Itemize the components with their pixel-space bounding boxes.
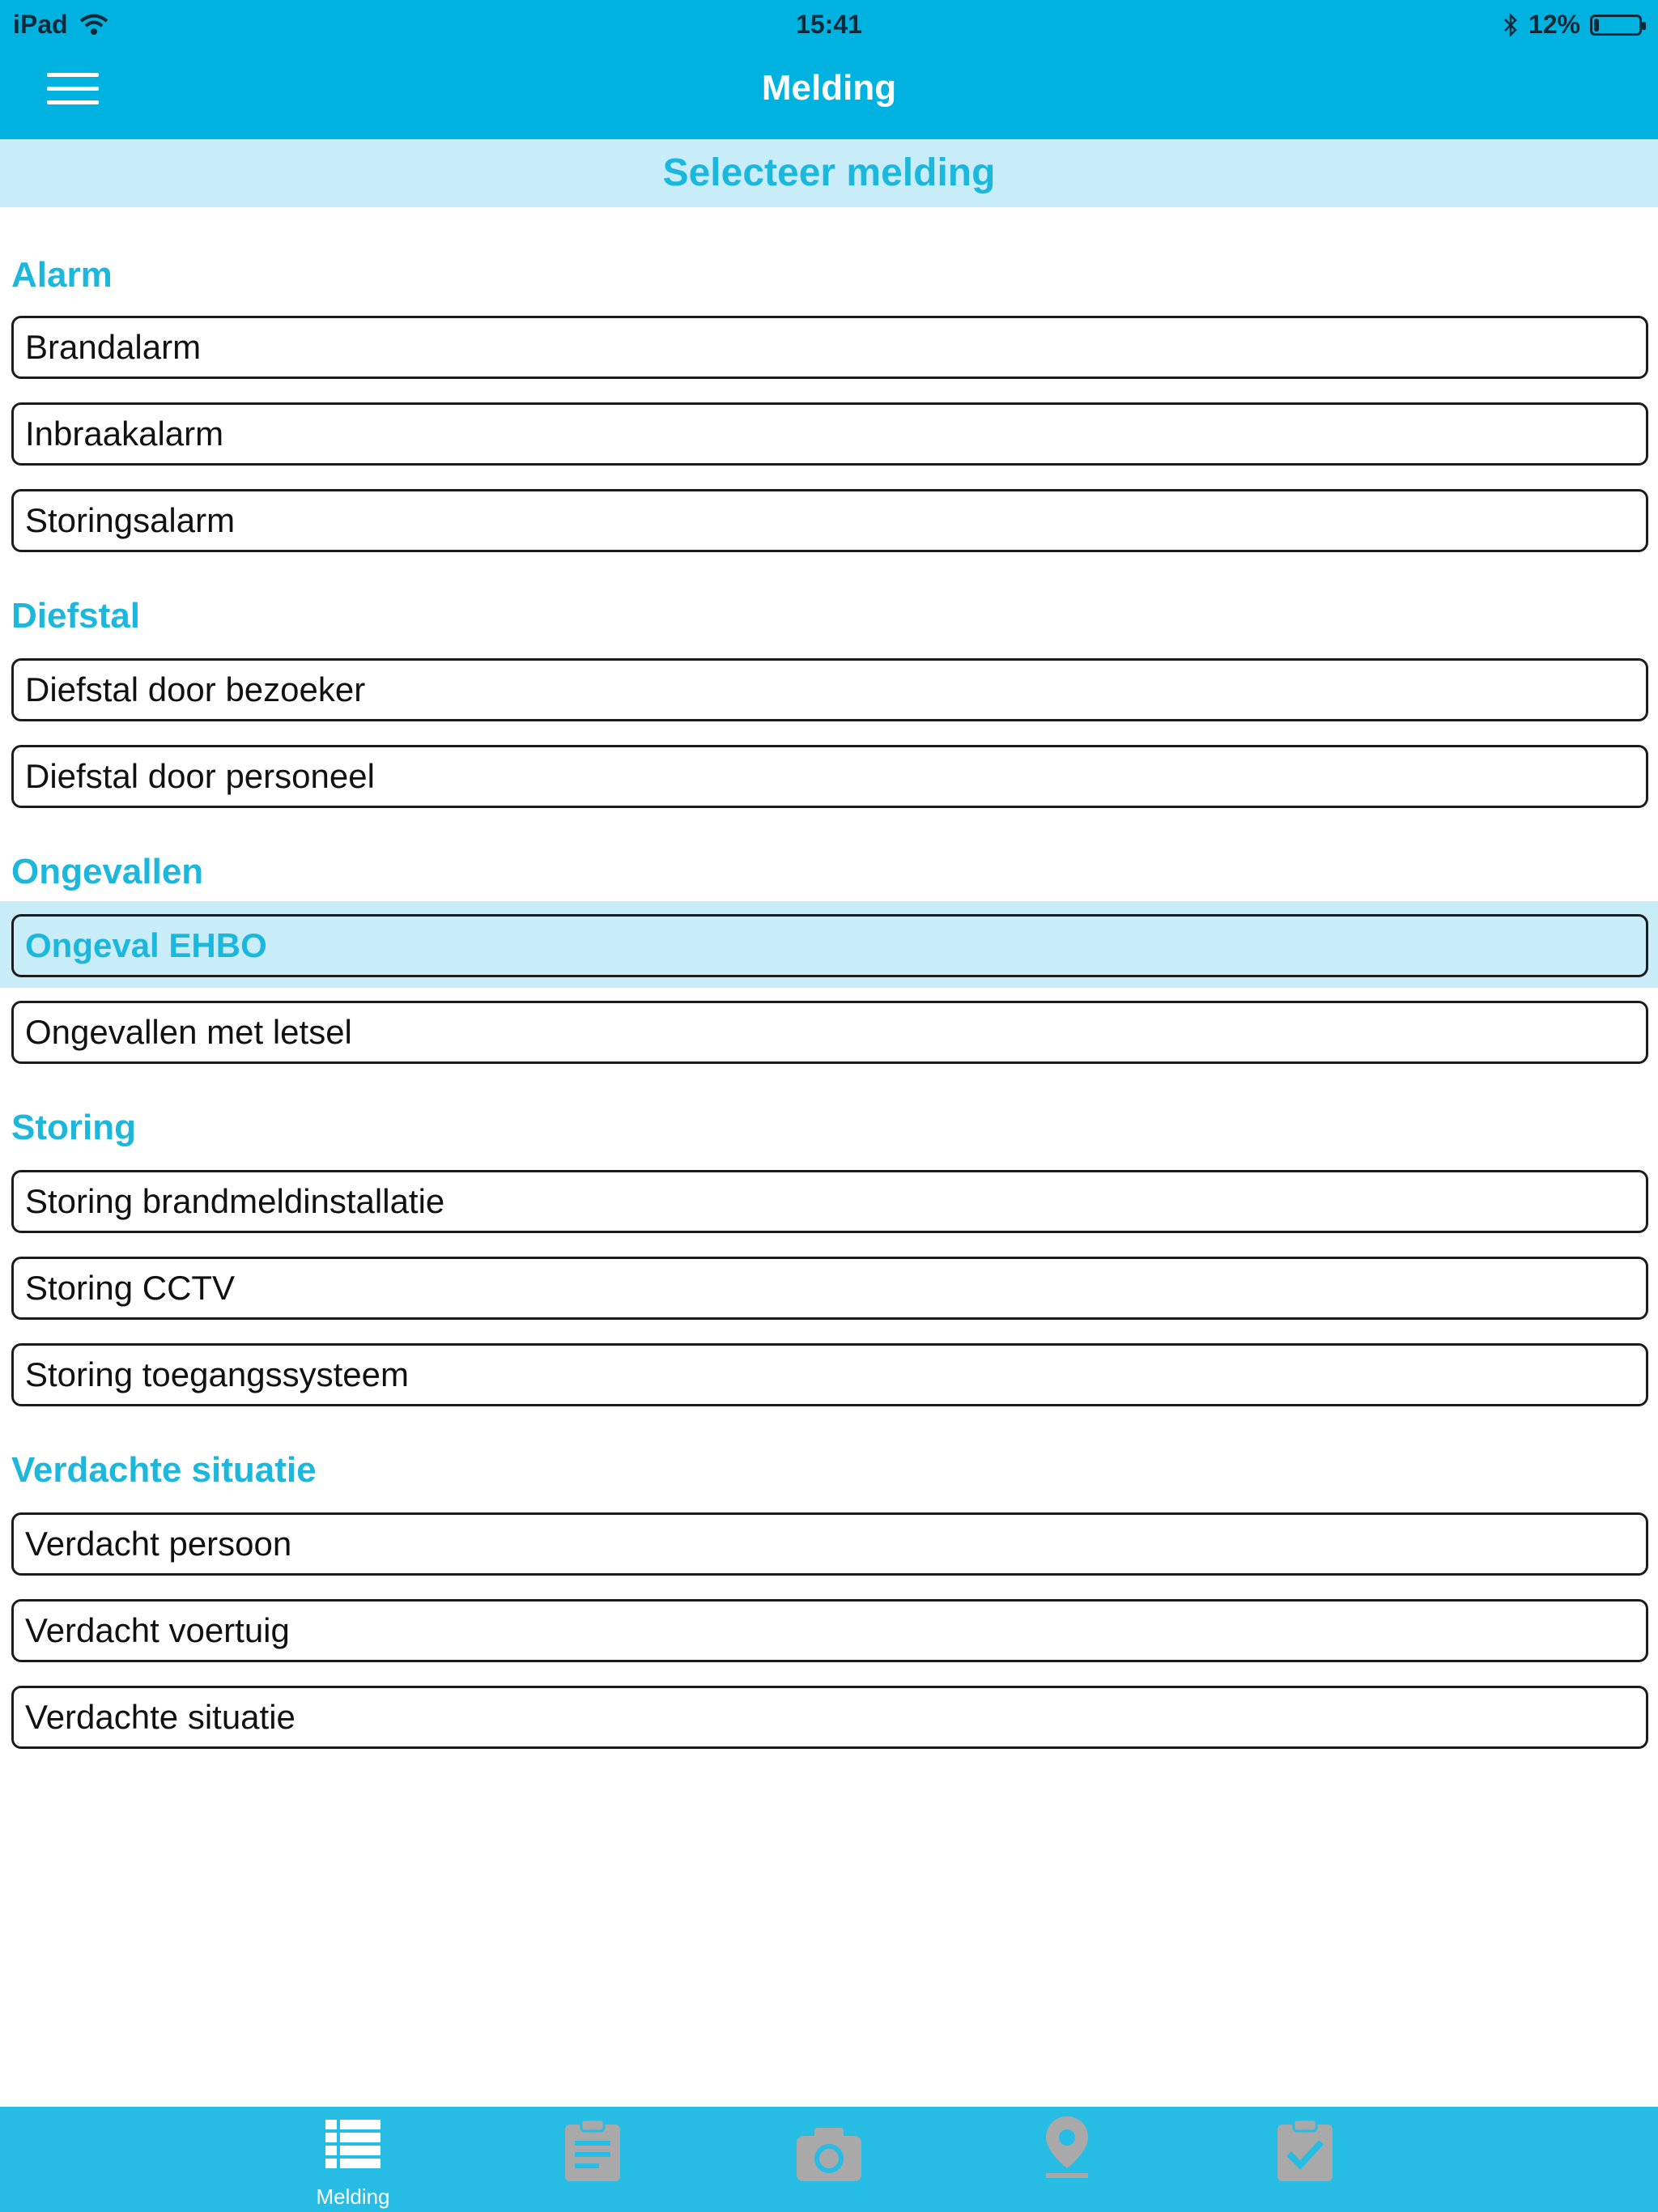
section-header: Alarm [11,255,113,295]
list-item [0,1330,1658,1417]
status-time: 15:41 [796,10,862,39]
battery-percent: 12% [1528,10,1580,39]
list-item [0,988,1658,1074]
list-item [0,901,1658,988]
page-title: Melding [761,68,897,108]
tab-label: Melding [316,2184,390,2209]
list-item [0,303,1658,389]
list-item [0,389,1658,476]
list-item [0,1499,1658,1586]
notification-option-button[interactable]: Inbraakalarm [11,402,1648,466]
list-item [0,476,1658,563]
notification-option-button[interactable]: Verdacht voertuig [11,1599,1648,1662]
section-header: Diefstal [11,596,140,636]
notification-option-button[interactable]: Brandalarm [11,316,1648,379]
notification-option-button[interactable]: Diefstal door bezoeker [11,658,1648,721]
status-right [1503,10,1642,40]
section-header: Storing [11,1108,136,1147]
notification-option-button[interactable]: Diefstal door personeel [11,745,1648,808]
notification-option-button[interactable]: Storingsalarm [11,489,1648,552]
section-header: Ongevallen [11,852,204,891]
battery-icon [1590,15,1642,36]
list-item [0,732,1658,819]
camera-icon [795,2125,863,2183]
bluetooth-icon [1503,12,1519,38]
notification-option-button[interactable]: Ongeval EHBO [11,914,1648,977]
battery-level [1594,19,1599,32]
notification-option-button[interactable]: Storing CCTV [11,1257,1648,1320]
top-bar [0,0,1658,139]
tab-melding[interactable] [280,2107,426,2212]
section-header: Verdachte situatie [11,1450,317,1490]
list-item [0,1157,1658,1244]
notification-list [0,207,1658,1759]
tab-location[interactable] [994,2107,1140,2212]
select-notification-header: Selecteer melding [0,139,1658,207]
list-icon [324,2118,382,2170]
list-item [0,1586,1658,1673]
status-bar [0,0,1658,47]
notification-option-button[interactable]: Verdacht persoon [11,1512,1648,1576]
tab-checklist[interactable] [1232,2107,1378,2212]
notification-option-button[interactable]: Verdachte situatie [11,1686,1648,1749]
tab-clipboard[interactable] [520,2107,665,2212]
tab-camera[interactable] [756,2107,902,2212]
notification-option-button[interactable]: Storing toegangssysteem [11,1343,1648,1406]
navigation-bar [0,47,1658,139]
notification-option-button[interactable]: Ongevallen met letsel [11,1001,1648,1064]
location-pin-icon [1043,2115,1091,2183]
list-item [0,1673,1658,1759]
list-item [0,1244,1658,1330]
tab-bar [0,2107,1658,2212]
device-name: iPad [13,10,68,39]
clipboard-icon [562,2118,623,2183]
list-item [0,645,1658,732]
notification-option-button[interactable]: Storing brandmeldinstallatie [11,1170,1648,1233]
checklist-icon [1274,2118,1336,2183]
